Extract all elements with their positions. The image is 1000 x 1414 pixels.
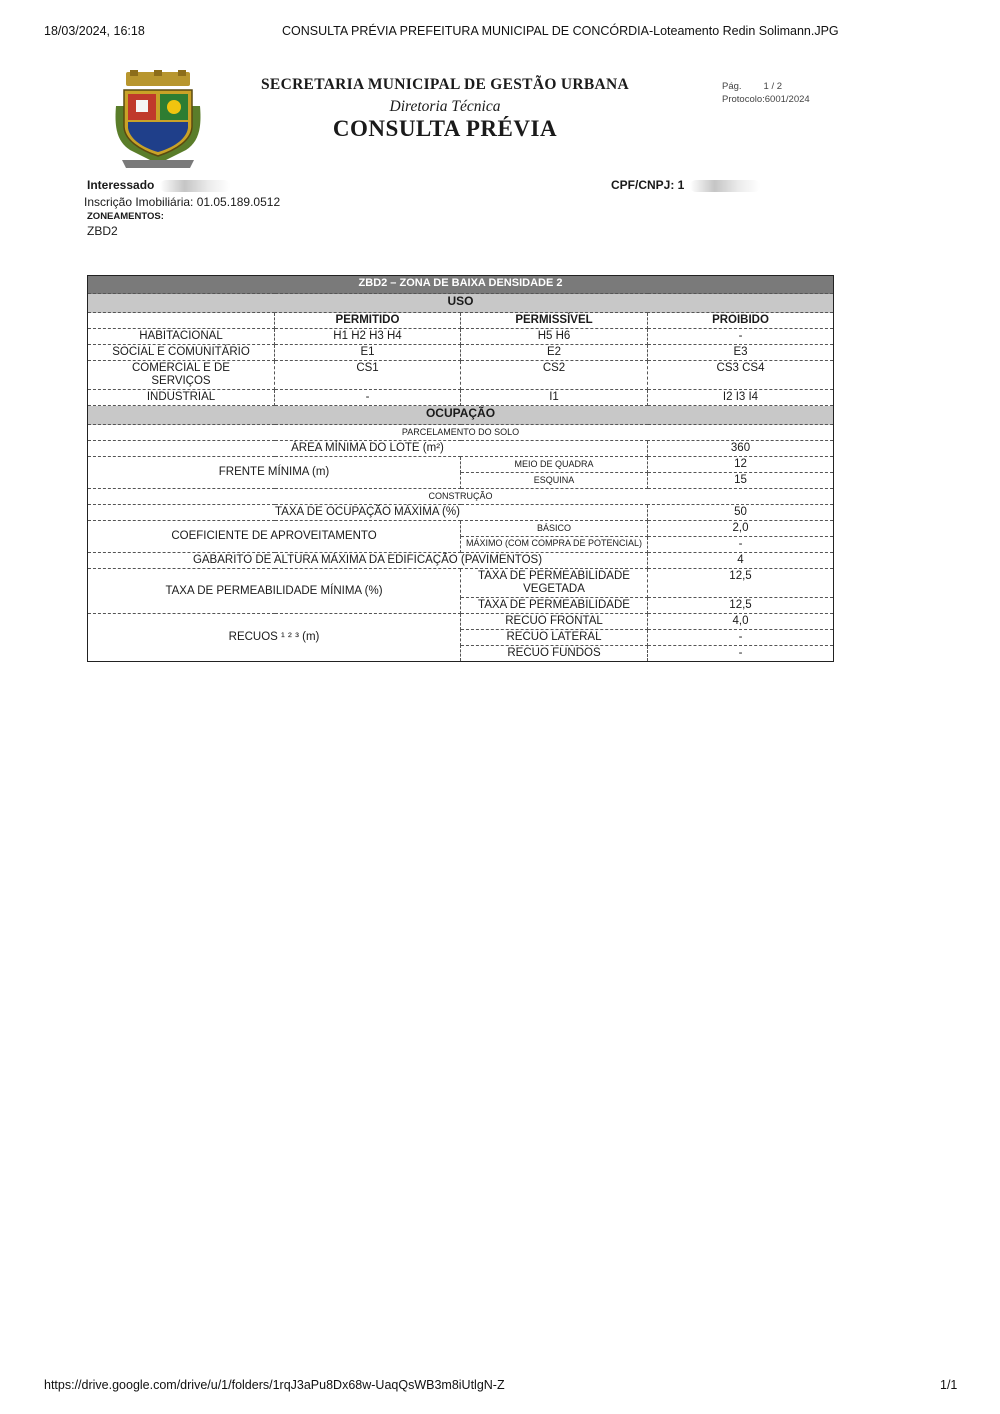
construcao-label: CONSTRUÇÃO: [88, 489, 834, 505]
perm-value: 12,5: [648, 598, 834, 614]
empty-header-cell: [88, 313, 275, 329]
redacted-name: [160, 180, 230, 192]
uso-permissivel: I1: [461, 390, 648, 406]
esquina-label: ESQUINA: [461, 473, 648, 489]
cpf-label: CPF/CNPJ: 1: [611, 178, 685, 192]
print-datetime: 18/03/2024, 16:18: [44, 24, 145, 38]
uso-permitido: CS1: [275, 361, 461, 390]
municipal-crest-icon: [112, 70, 204, 170]
col-permitido: PERMITIDO: [275, 313, 461, 329]
interessado-label: Interessado: [87, 178, 155, 192]
print-url: https://drive.google.com/drive/u/1/folders/1rqJ3aPu8Dx68w-UaqQsWB3m8iUtlgN-Z: [44, 1378, 505, 1392]
zoneamentos-label: ZONEAMENTOS:: [87, 211, 164, 222]
page-label: Pág.: [722, 81, 742, 92]
uso-permitido: -: [275, 390, 461, 406]
uso-label: SOCIAL E COMUNITÁRIO: [88, 345, 275, 361]
uso-proibido: E3: [648, 345, 834, 361]
table-row: [88, 329, 834, 345]
uso-permissivel: E2: [461, 345, 648, 361]
table-row: [88, 361, 834, 390]
recuo-lateral-label: RECUO LATERAL: [461, 630, 648, 646]
frente-minima-label: FRENTE MÍNIMA (m): [88, 457, 461, 489]
coeficiente-label: COEFICIENTE DE APROVEITAMENTO: [88, 521, 461, 553]
zoning-table: [87, 275, 834, 662]
col-proibido: PROIBIDO: [648, 313, 834, 329]
maximo-label: MÁXIMO (COM COMPRA DE POTENCIAL): [461, 537, 648, 553]
maximo-value: -: [648, 537, 834, 553]
area-minima-value: 360: [648, 441, 834, 457]
recuo-frontal-label: RECUO FRONTAL: [461, 614, 648, 630]
area-minima-label: ÁREA MÍNIMA DO LOTE (m²): [88, 441, 648, 457]
page-number: 1 / 2: [763, 81, 783, 92]
ocupacao-heading: OCUPAÇÃO: [88, 406, 834, 425]
meio-quadra-value: 12: [648, 457, 834, 473]
uso-label: COMERCIAL E DE SERVIÇOS: [88, 361, 275, 390]
zoneamento-value: ZBD2: [87, 224, 118, 238]
basico-value: 2,0: [648, 521, 834, 537]
permeabilidade-label: TAXA DE PERMEABILIDADE MÍNIMA (%): [88, 569, 461, 614]
basico-label: BÁSICO: [461, 521, 648, 537]
recuos-label: RECUOS ¹ ² ³ (m): [88, 614, 461, 662]
print-title: CONSULTA PRÉVIA PREFEITURA MUNICIPAL DE CONCÓRDIA-Loteamento Redin Solimann.JPG: [282, 24, 839, 38]
uso-proibido: I2 I3 I4: [648, 390, 834, 406]
recuo-fundos-label: RECUO FUNDOS: [461, 646, 648, 662]
col-permissivel: PERMISSÍVEL: [461, 313, 648, 329]
gabarito-label: GABARITO DE ALTURA MÁXIMA DA EDIFICAÇÃO (PAVIMENTOS): [88, 553, 648, 569]
uso-proibido: CS3 CS4: [648, 361, 834, 390]
table-title: ZBD2 – ZONA DE BAIXA DENSIDADE 2: [88, 276, 834, 294]
taxa-ocupacao-value: 50: [648, 505, 834, 521]
uso-permitido: E1: [275, 345, 461, 361]
esquina-value: 15: [648, 473, 834, 489]
recuo-lateral-value: -: [648, 630, 834, 646]
inscricao-imobiliaria: Inscrição Imobiliária: 01.05.189.0512: [84, 195, 281, 209]
uso-permissivel: CS2: [461, 361, 648, 390]
uso-permissivel: H5 H6: [461, 329, 648, 345]
uso-permitido: H1 H2 H3 H4: [275, 329, 461, 345]
perm-vegetada-label: TAXA DE PERMEABILIDADE VEGETADA: [461, 569, 648, 598]
perm-label: TAXA DE PERMEABILIDADE: [461, 598, 648, 614]
recuo-frontal-value: 4,0: [648, 614, 834, 630]
meio-quadra-label: MEIO DE QUADRA: [461, 457, 648, 473]
redacted-cpf: [690, 180, 760, 192]
recuo-fundos-value: -: [648, 646, 834, 662]
perm-vegetada-value: 12,5: [648, 569, 834, 598]
diretoria-subheading: Diretoria Técnica: [389, 98, 501, 115]
secretaria-heading: SECRETARIA MUNICIPAL DE GESTÃO URBANA: [261, 76, 629, 93]
taxa-ocupacao-label: TAXA DE OCUPAÇÃO MÁXIMA (%): [88, 505, 648, 521]
document-title: CONSULTA PRÉVIA: [332, 116, 558, 141]
gabarito-value: 4: [648, 553, 834, 569]
protocolo: Protocolo:6001/2024: [722, 94, 810, 105]
table-row: [88, 345, 834, 361]
uso-label: HABITACIONAL: [88, 329, 275, 345]
uso-proibido: -: [648, 329, 834, 345]
print-page-count: 1/1: [940, 1378, 958, 1392]
uso-heading: USO: [88, 294, 834, 313]
parcelamento-label: PARCELAMENTO DO SOLO: [88, 425, 834, 441]
table-row: [88, 390, 834, 406]
uso-label: INDUSTRIAL: [88, 390, 275, 406]
